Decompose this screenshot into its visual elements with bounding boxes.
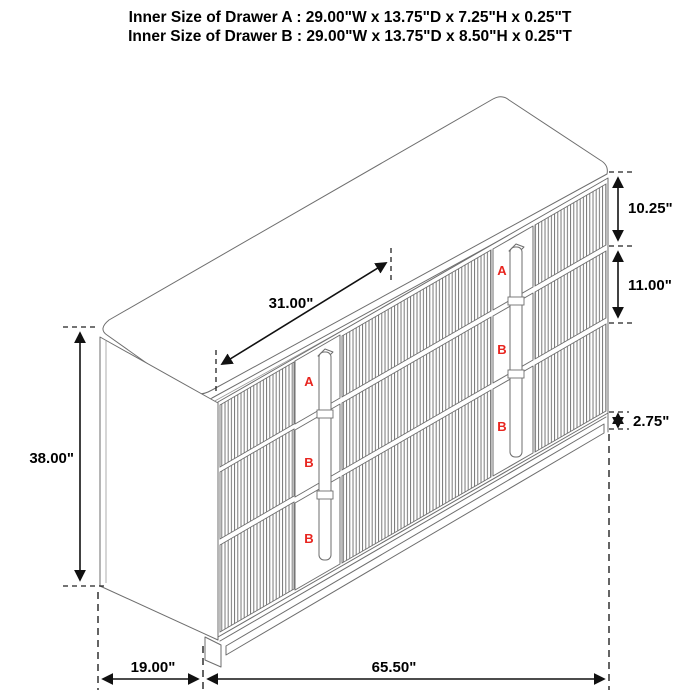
drawer-marker-b2-left: B	[304, 531, 314, 546]
fluted-drawer-cells-right	[535, 184, 606, 452]
handle-bar	[319, 352, 331, 560]
drawer-marker-b1-right: B	[497, 342, 507, 357]
left-front-foot	[205, 637, 221, 667]
drawer-handle-right	[508, 244, 524, 457]
handle-bar	[510, 247, 522, 457]
drawer-marker-b1-left: B	[304, 455, 314, 470]
fluted-drawer-cells-left	[220, 362, 294, 632]
drawer-marker-b2-right: B	[497, 419, 507, 434]
dim-right-side	[609, 172, 673, 430]
drawer-marker-a-left: A	[304, 374, 314, 389]
dim-drawer-b-label: 11.00"	[628, 277, 672, 294]
dim-height-label: 38.00"	[29, 450, 74, 467]
handle-joint	[508, 297, 524, 305]
dim-depth-label: 19.00"	[130, 659, 176, 676]
drawer-marker-a-right: A	[497, 263, 507, 278]
dim-overall-height	[29, 327, 105, 586]
handle-joint	[317, 410, 333, 418]
handle-strip-left	[295, 335, 340, 590]
dim-top-width-label: 31.00"	[268, 295, 314, 312]
drawer-a-inner-size: Inner Size of Drawer A : 29.00"W x 13.75"D x 7.25"H x 0.25"T	[128, 9, 572, 26]
handle-joint	[508, 370, 524, 378]
dim-base-label: 2.75"	[633, 413, 670, 430]
dim-drawer-a-label: 10.25"	[628, 200, 673, 217]
dim-width-label: 65.50"	[371, 659, 417, 676]
drawer-b-inner-size: Inner Size of Drawer B : 29.00"W x 13.75"D x 8.50"H x 0.25"T	[128, 28, 572, 45]
drawer-handle-left	[317, 349, 333, 560]
handle-joint	[317, 491, 333, 499]
